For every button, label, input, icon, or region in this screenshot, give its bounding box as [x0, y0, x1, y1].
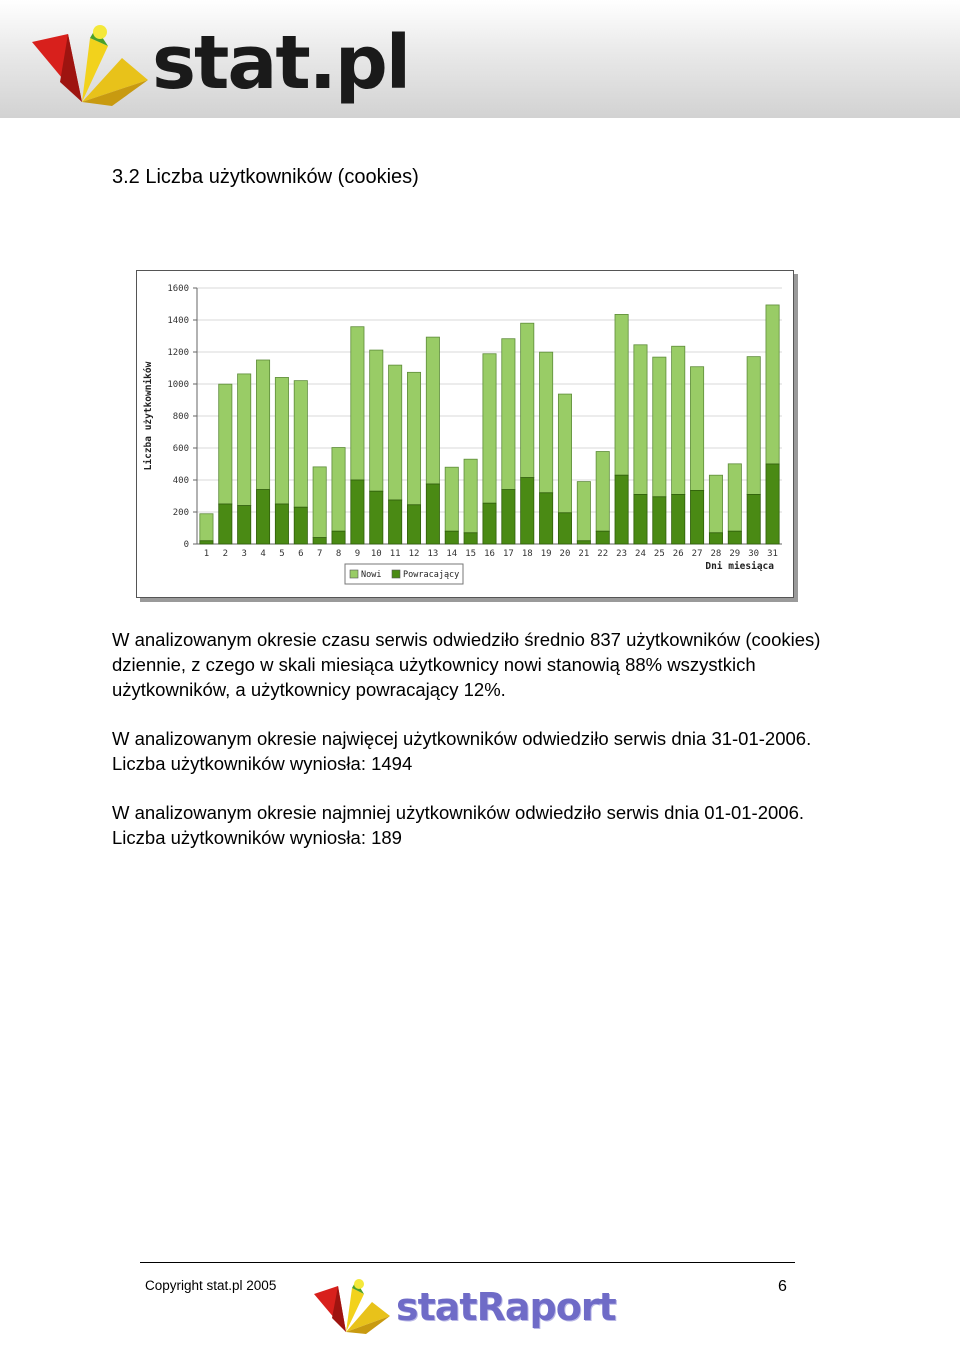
bar-powracajacy	[238, 506, 251, 544]
bar-powracajacy	[728, 531, 741, 544]
statraport-logo-text: statRaport	[396, 1285, 616, 1329]
footer-copyright: Copyright stat.pl 2005	[145, 1278, 277, 1293]
bar-powracajacy	[577, 541, 590, 544]
bar-nowi	[502, 339, 515, 490]
footer-divider	[140, 1262, 795, 1263]
bar-nowi	[294, 381, 307, 508]
bar-powracajacy	[275, 504, 288, 544]
y-tick-label: 1600	[167, 284, 189, 294]
bar-nowi	[351, 327, 364, 480]
y-tick-label: 800	[172, 412, 189, 422]
bar-powracajacy	[502, 490, 515, 544]
bar-powracajacy	[200, 541, 213, 544]
bar-nowi	[596, 452, 609, 532]
x-tick-label: 3	[241, 549, 247, 559]
x-tick-label: 9	[354, 549, 361, 559]
y-tick-label: 600	[172, 444, 189, 454]
bar-powracajacy	[634, 494, 647, 544]
bar-powracajacy	[426, 484, 439, 544]
bar-nowi	[766, 305, 779, 464]
x-tick-label: 5	[279, 549, 285, 559]
legend-swatch-nowi	[350, 570, 358, 578]
bar-powracajacy	[615, 475, 628, 544]
paragraph-average: W analizowanym okresie czasu serwis odwiedziło średnio 837 użytkowników (cookies) dziennie, z czego w skali miesiąca użytkownicy nowi stanowią 88% wszystkich użytkowników, a użytkownicy powracający 12%.	[112, 629, 821, 700]
bar-nowi	[709, 475, 722, 533]
bar-nowi	[275, 377, 288, 504]
bar-powracajacy	[540, 493, 553, 544]
bar-powracajacy	[351, 480, 364, 544]
y-tick-label: 1200	[167, 348, 189, 358]
x-tick-label: 19	[540, 549, 552, 559]
x-tick-label: 16	[484, 549, 495, 559]
bar-nowi	[577, 482, 590, 541]
section-title: 3.2 Liczba użytkowników (cookies)	[112, 166, 419, 188]
statraport-logo-icon	[312, 1278, 392, 1336]
bar-powracajacy	[558, 513, 571, 544]
x-tick-label: 7	[316, 549, 323, 559]
x-tick-label: 26	[672, 549, 684, 559]
x-tick-label: 17	[502, 549, 514, 559]
bar-powracajacy	[389, 500, 402, 544]
y-tick-label: 0	[183, 540, 189, 550]
x-tick-label: 25	[653, 549, 665, 559]
users-bar-chart	[137, 271, 793, 597]
bar-nowi	[653, 357, 666, 497]
legend-label-nowi: Nowi	[361, 570, 382, 580]
bar-powracajacy	[747, 494, 760, 544]
bar-nowi	[238, 374, 251, 506]
bar-nowi	[313, 467, 326, 538]
bar-powracajacy	[407, 505, 420, 544]
y-tick-label: 1000	[167, 380, 189, 390]
x-tick-label: 13	[427, 549, 439, 559]
bar-powracajacy	[256, 490, 269, 544]
x-tick-label: 29	[729, 549, 741, 559]
page-number: 6	[778, 1278, 787, 1295]
bar-nowi	[558, 394, 571, 513]
bar-powracajacy	[370, 491, 383, 544]
x-tick-label: 1	[203, 549, 210, 559]
x-tick-label: 18	[521, 549, 533, 559]
stat-logo-icon	[30, 22, 150, 108]
legend-label-powracajacy: Powracający	[403, 570, 460, 580]
bar-nowi	[200, 514, 213, 541]
bar-nowi	[483, 354, 496, 503]
x-tick-label: 12	[408, 549, 420, 559]
y-axis-label: Liczba użytkowników	[143, 361, 154, 471]
x-tick-label: 27	[691, 549, 703, 559]
bar-powracajacy	[709, 533, 722, 544]
bar-powracajacy	[653, 497, 666, 544]
bar-powracajacy	[445, 531, 458, 544]
x-tick-label: 30	[748, 549, 760, 559]
bar-powracajacy	[672, 494, 685, 544]
bar-powracajacy	[219, 504, 232, 544]
x-tick-label: 21	[578, 549, 590, 559]
x-tick-label: 23	[616, 549, 628, 559]
x-tick-label: 2	[222, 549, 229, 559]
bar-nowi	[634, 345, 647, 495]
bar-powracajacy	[483, 503, 496, 544]
bar-nowi	[690, 367, 703, 491]
bar-nowi	[615, 314, 628, 475]
bar-powracajacy	[521, 478, 534, 544]
x-tick-label: 15	[465, 549, 477, 559]
bar-powracajacy	[690, 490, 703, 544]
x-tick-label: 14	[446, 549, 458, 559]
bar-nowi	[672, 346, 685, 494]
bar-nowi	[521, 323, 534, 477]
bar-nowi	[407, 372, 420, 504]
y-tick-label: 1400	[167, 316, 189, 326]
x-tick-label: 31	[767, 549, 778, 559]
bar-powracajacy	[464, 533, 477, 544]
bar-nowi	[256, 360, 269, 490]
x-tick-label: 4	[260, 549, 266, 559]
paragraph-max: W analizowanym okresie najwięcej użytkowników odwiedziło serwis dnia 31-01-2006. Liczba użytkowników wyniosła: 1494	[112, 728, 812, 774]
bar-nowi	[728, 464, 741, 531]
bar-powracajacy	[313, 538, 326, 544]
bar-nowi	[747, 357, 760, 495]
bar-powracajacy	[332, 531, 345, 544]
users-chart	[136, 270, 794, 598]
bar-powracajacy	[294, 507, 307, 544]
x-tick-label: 8	[335, 549, 342, 559]
bar-nowi	[464, 459, 477, 533]
stat-logo-text: stat.pl	[152, 20, 410, 106]
bar-nowi	[332, 448, 345, 532]
bar-nowi	[219, 384, 232, 504]
bar-powracajacy	[596, 531, 609, 544]
bar-powracajacy	[766, 464, 779, 544]
bar-nowi	[445, 467, 458, 531]
x-tick-label: 10	[370, 549, 382, 559]
x-tick-label: 24	[635, 549, 646, 559]
bar-nowi	[370, 350, 383, 491]
y-tick-label: 400	[172, 476, 189, 486]
x-tick-label: 22	[597, 549, 609, 559]
bar-nowi	[389, 365, 402, 500]
page-header	[0, 0, 960, 118]
x-tick-label: 6	[298, 549, 304, 559]
paragraph-min: W analizowanym okresie najmniej użytkowników odwiedziło serwis dnia 01-01-2006. Liczba użytkowników wyniosła: 189	[112, 802, 805, 848]
bar-nowi	[426, 337, 439, 484]
bar-nowi	[540, 352, 553, 493]
y-tick-label: 200	[172, 508, 189, 518]
x-tick-label: 20	[559, 549, 571, 559]
legend-swatch-powracajacy	[392, 570, 400, 578]
x-tick-label: 28	[710, 549, 722, 559]
x-axis-label: Dni miesiąca	[705, 561, 774, 572]
x-tick-label: 11	[389, 549, 401, 559]
